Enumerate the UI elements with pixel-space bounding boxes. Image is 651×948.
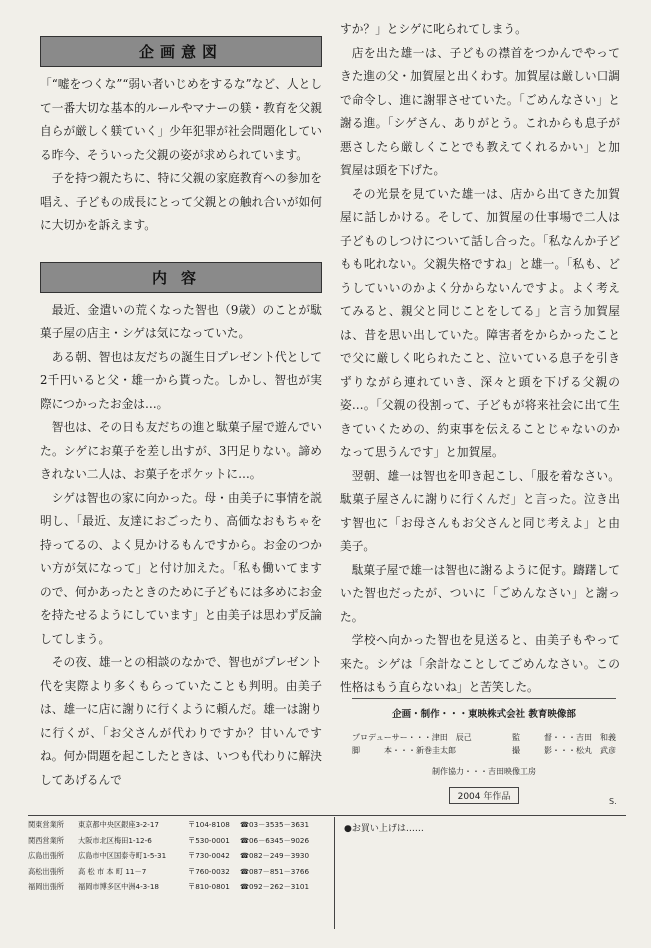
credit-camera: 撮 影・・・松丸 武彦 [512, 746, 616, 755]
story-paragraph: 駄菓子屋で雄一は智也に謝るように促す。躊躇していた智也だったが、ついに「ごめんなさい」と謝った。 [340, 562, 620, 624]
office-name: 関東営業所 [28, 820, 64, 829]
credit-producer: プロデューサー・・・津田 辰己 [352, 733, 472, 742]
plan-paragraph: 子を持つ親たちに、特に父親の家庭教育への参加を唱え、子どもの成長にとって父親との触れ合いが如何に大切かを訴えます。 [40, 171, 322, 232]
office-row [28, 879, 328, 895]
credit-cooperation: 制作協力・・・吉田映像工房 [432, 767, 536, 776]
office-tel: ☎082－249－3930 [240, 851, 310, 861]
credits-divider [352, 698, 616, 699]
purchase-label: ●お買い上げは…… [344, 824, 424, 834]
office-list [28, 817, 328, 895]
office-row [28, 864, 328, 880]
plan-heading: 企画意図 [40, 36, 322, 67]
office-row [28, 848, 328, 864]
office-row [28, 817, 328, 833]
office-zip: 〒810-0801 [188, 882, 230, 892]
story-paragraph: ある朝、智也は友だちの誕生日プレゼント代として2千円いると父・雄一から貰った。しかし、智也が実際につかったお金は…。 [40, 349, 322, 411]
office-tel: ☎03－3535－3631 [240, 820, 310, 829]
story-paragraph: シゲは智也の家に向かった。母・由美子に事情を説明し、「最近、友達におごったり、高価なおもちゃを持ってるの、よく見かけるもんですから。お金のつかい方が気になって」と付け加えた。「私も働いてますので、何かあったときのために子どもには多めにお金を持たせるようにしています」と由美子は思わず反論してしまう。 [40, 490, 322, 646]
corner-mark: S. [609, 797, 617, 806]
footer-top-rule [28, 815, 626, 816]
left-column [40, 36, 322, 792]
office-address: 福岡市博多区中洲4-3-18 [78, 882, 159, 892]
office-row [28, 833, 328, 849]
office-name: 広島出張所 [28, 851, 64, 861]
office-tel: ☎06－6345－9026 [240, 835, 310, 845]
story-paragraph: 学校へ向かった智也を見送ると、由美子もやって来た。シゲは「余計なことしてごめんなさい。この性格はもう直らないね」と苦笑した。 [340, 633, 620, 694]
office-address: 広島市中区国泰寺町1-5-31 [78, 851, 167, 861]
plan-paragraph: 「“嘘をつくな”“弱い者いじめをするな”など、人として一番大切な基本的ルールやマナーの躾・教育を父親自らが厳しく躾ていく」少年犯罪が社会問題化している昨今、そういった父親の姿が求められています。 [40, 77, 322, 162]
office-name: 関西営業所 [28, 835, 64, 845]
office-address: 東京都中央区銀座3-2-17 [78, 820, 159, 829]
office-address: 大阪市北区梅田1-12-6 [78, 835, 152, 845]
story-paragraph: その光景を見ていた雄一は、店から出てきた加賀屋に話しかける。そして、加賀屋の仕事場で二人は子どものしつけについて話し合った。「私なんか子どもも叱れない。父親失格ですね」と雄一。「私も、どうしていいのかよく分からないんですよ。よく考えてみると、親父と同じことをしてる」と言う加賀屋は、昔を思い出していた。障害者をからかったことで父に厳しく叱られたこと、泣いている息子を引きずりながら連れていき、深々と頭を下げる父親の姿…。「父親の役割って、子どもが将来社会に出て生きていくための、約束事を伝えることじゃないのかなって思うんです」と加賀屋。 [340, 186, 620, 459]
credit-director: 監 督・・・吉田 和義 [512, 733, 616, 742]
footer-divider [334, 817, 335, 929]
office-zip: 〒730-0042 [188, 851, 230, 861]
office-name: 福岡出張所 [28, 882, 64, 892]
story-paragraph: 智也は、その日も友だちの進と駄菓子屋で遊んでいた。シゲにお菓子を差し出すが、3円足りない。諦めきれない二人は、お菓子をポケットに…。 [40, 420, 322, 481]
story-paragraph: 最近、金遣いの荒くなった智也（9歳）のことが駄菓子屋の店主・シゲは気になっていた。 [40, 302, 322, 340]
office-tel: ☎092－262－3101 [240, 882, 310, 892]
office-zip: 〒104-8108 [188, 820, 230, 829]
office-name: 高松出張所 [28, 866, 64, 876]
office-tel: ☎087－851－3766 [240, 866, 310, 876]
credit-row [352, 732, 616, 743]
footer [28, 817, 626, 929]
office-zip: 〒760-0032 [188, 866, 230, 876]
credits-block [352, 706, 616, 804]
credit-row [352, 745, 616, 756]
right-column [340, 18, 620, 700]
credit-writer: 脚 本・・・新巻圭太郎 [352, 746, 456, 755]
story-paragraph: その夜、雄一との相談のなかで、智也がプレゼント代を実際より多くもらっていたことも判明。由美子は、雄一に店に謝りに行くように頼んだ。雄一は謝りに行くが、「お父さんが代わりですか？甘いんですね。何か問題を起こしたときは、いつも代わりに解決してあげるんで [40, 655, 322, 787]
story-paragraph: すか？」とシゲに叱られてしまう。 [340, 22, 527, 36]
year-badge: 2004 年作品 [449, 787, 520, 804]
content-heading: 内容 [40, 262, 322, 293]
credits-title: 企画・制作・・・東映株式会社 教育映像部 [392, 709, 576, 720]
story-paragraph: 翌朝、雄一は智也を叩き起こし、「服を着なさい。駄菓子屋さんに謝りに行くんだ」と言った。泣き出す智也に「お母さんもお父さんと同じ考えよ」と由美子。 [340, 468, 620, 553]
office-zip: 〒530-0001 [188, 835, 230, 845]
story-paragraph: 店を出た雄一は、子どもの襟首をつかんでやってきた進の父・加賀屋と出くわす。加賀屋は厳しい口調で命令し、進に謝罪させていた。「ごめんなさい」と謝る進。「シゲさん、ありがとう。これからも息子が悪さしたら厳しくことでも教えてくれるかい」と加賀屋は頭を下げた。 [340, 45, 620, 177]
office-address: 高 松 市 本 町 11－7 [78, 866, 147, 876]
